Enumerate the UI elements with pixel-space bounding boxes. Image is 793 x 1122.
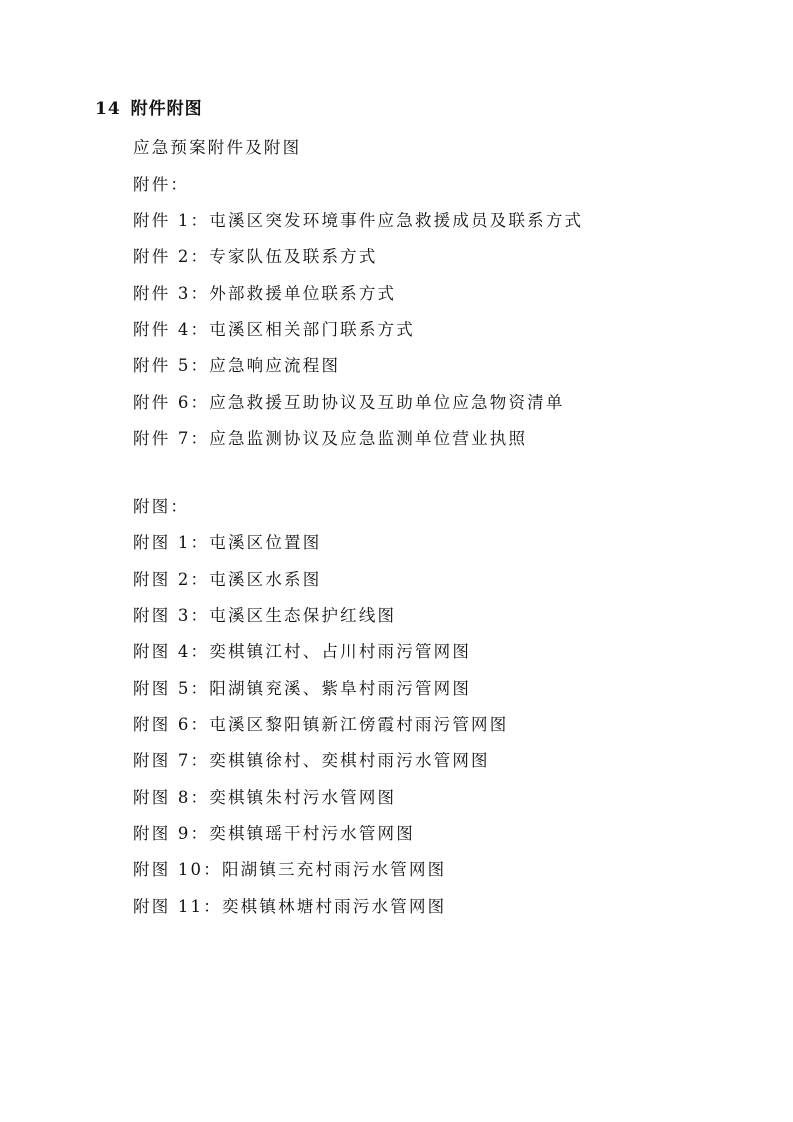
figure-item: 附图 6：屯溪区黎阳镇新江傍霞村雨污管网图 <box>133 715 509 734</box>
figure-item: 附图 5：阳湖镇兖溪、紫阜村雨污管网图 <box>133 679 472 698</box>
attachment-item: 附件 4：屯溪区相关部门联系方式 <box>133 320 415 339</box>
figure-item: 附图 7：奕棋镇徐村、奕棋村雨污水管网图 <box>133 751 490 770</box>
attachments-label: 附件： <box>133 175 190 194</box>
attachment-item: 附件 7：应急监测协议及应急监测单位营业执照 <box>133 429 528 448</box>
figure-item: 附图 2：屯溪区水系图 <box>133 570 322 589</box>
figure-item: 附图 9：奕棋镇瑶干村污水管网图 <box>133 824 415 843</box>
figures-label: 附图： <box>133 497 190 516</box>
attachment-item: 附件 2：专家队伍及联系方式 <box>133 247 378 266</box>
figure-item: 附图 11：奕棋镇林塘村雨污水管网图 <box>133 897 447 916</box>
figure-item: 附图 3：屯溪区生态保护红线图 <box>133 606 397 625</box>
figure-item: 附图 8：奕棋镇朱村污水管网图 <box>133 788 397 807</box>
section-number: 14 <box>95 99 121 119</box>
figure-item: 附图 10：阳湖镇三充村雨污水管网图 <box>133 860 447 879</box>
attachment-item: 附件 3：外部救援单位联系方式 <box>133 284 397 303</box>
figure-item: 附图 1：屯溪区位置图 <box>133 533 322 552</box>
section-heading <box>95 94 203 119</box>
section-title: 附件附图 <box>130 99 203 119</box>
attachment-item: 附件 1：屯溪区突发环境事件应急救援成员及联系方式 <box>133 211 584 230</box>
figure-item: 附图 4：奕棋镇江村、占川村雨污管网图 <box>133 642 472 661</box>
intro-text: 应急预案附件及附图 <box>133 138 302 157</box>
attachment-item: 附件 6：应急救援互助协议及互助单位应急物资清单 <box>133 393 565 412</box>
attachment-item: 附件 5：应急响应流程图 <box>133 356 341 375</box>
